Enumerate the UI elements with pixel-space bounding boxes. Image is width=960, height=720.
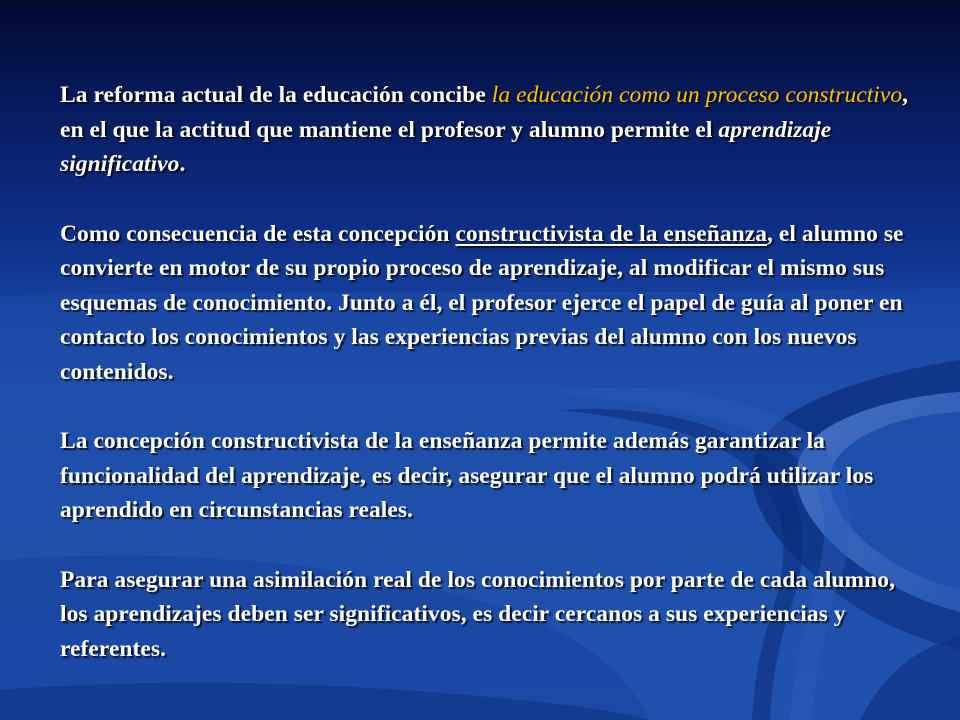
italic-phrase: aprendizaje significativo (60, 116, 832, 177)
slide-content (60, 78, 912, 666)
paragraph-1-text-c: . (179, 151, 186, 177)
paragraph-2-text-a: Como consecuencia de esta concepción (60, 220, 456, 247)
highlighted-phrase: la educación como un proceso constructivo (491, 82, 903, 108)
paragraph-2-text-b: , el alumno se convierte en motor de su propio proceso de aprendizaje, al modificar el mismo sus esquemas de conocimiento. Junto a él, el profesor ejerce el papel de guía al poner en contacto los conocimientos y las experiencias previas del alumno con los nuevos contenidos. (60, 220, 904, 385)
paragraph-1-text-a: La reforma actual de la educación concibe (60, 82, 492, 108)
paragraph-asimilacion (60, 563, 912, 667)
paragraph-4-text: Para asegurar una asimilación real de los conocimientos por parte de cada alumno, los aprendizajes deben ser significativos, es decir cercanos a sus experiencias y referentes. (60, 566, 896, 662)
paragraph-3-text: La concepción constructivista de la enseñanza permite además garantizar la funcionalidad del aprendizaje, es decir, asegurar que el alumno podrá utilizar los aprendido en circunstancias reales. (60, 428, 874, 523)
paragraph-consecuencia (60, 217, 912, 390)
underlined-phrase: constructivista de la enseñanza (455, 220, 768, 247)
paragraph-concepcion (60, 424, 912, 528)
paragraph-1-text-b: , en el que la actitud que mantiene el profesor y alumno permite el (60, 82, 909, 143)
paragraph-reforma (60, 78, 912, 182)
